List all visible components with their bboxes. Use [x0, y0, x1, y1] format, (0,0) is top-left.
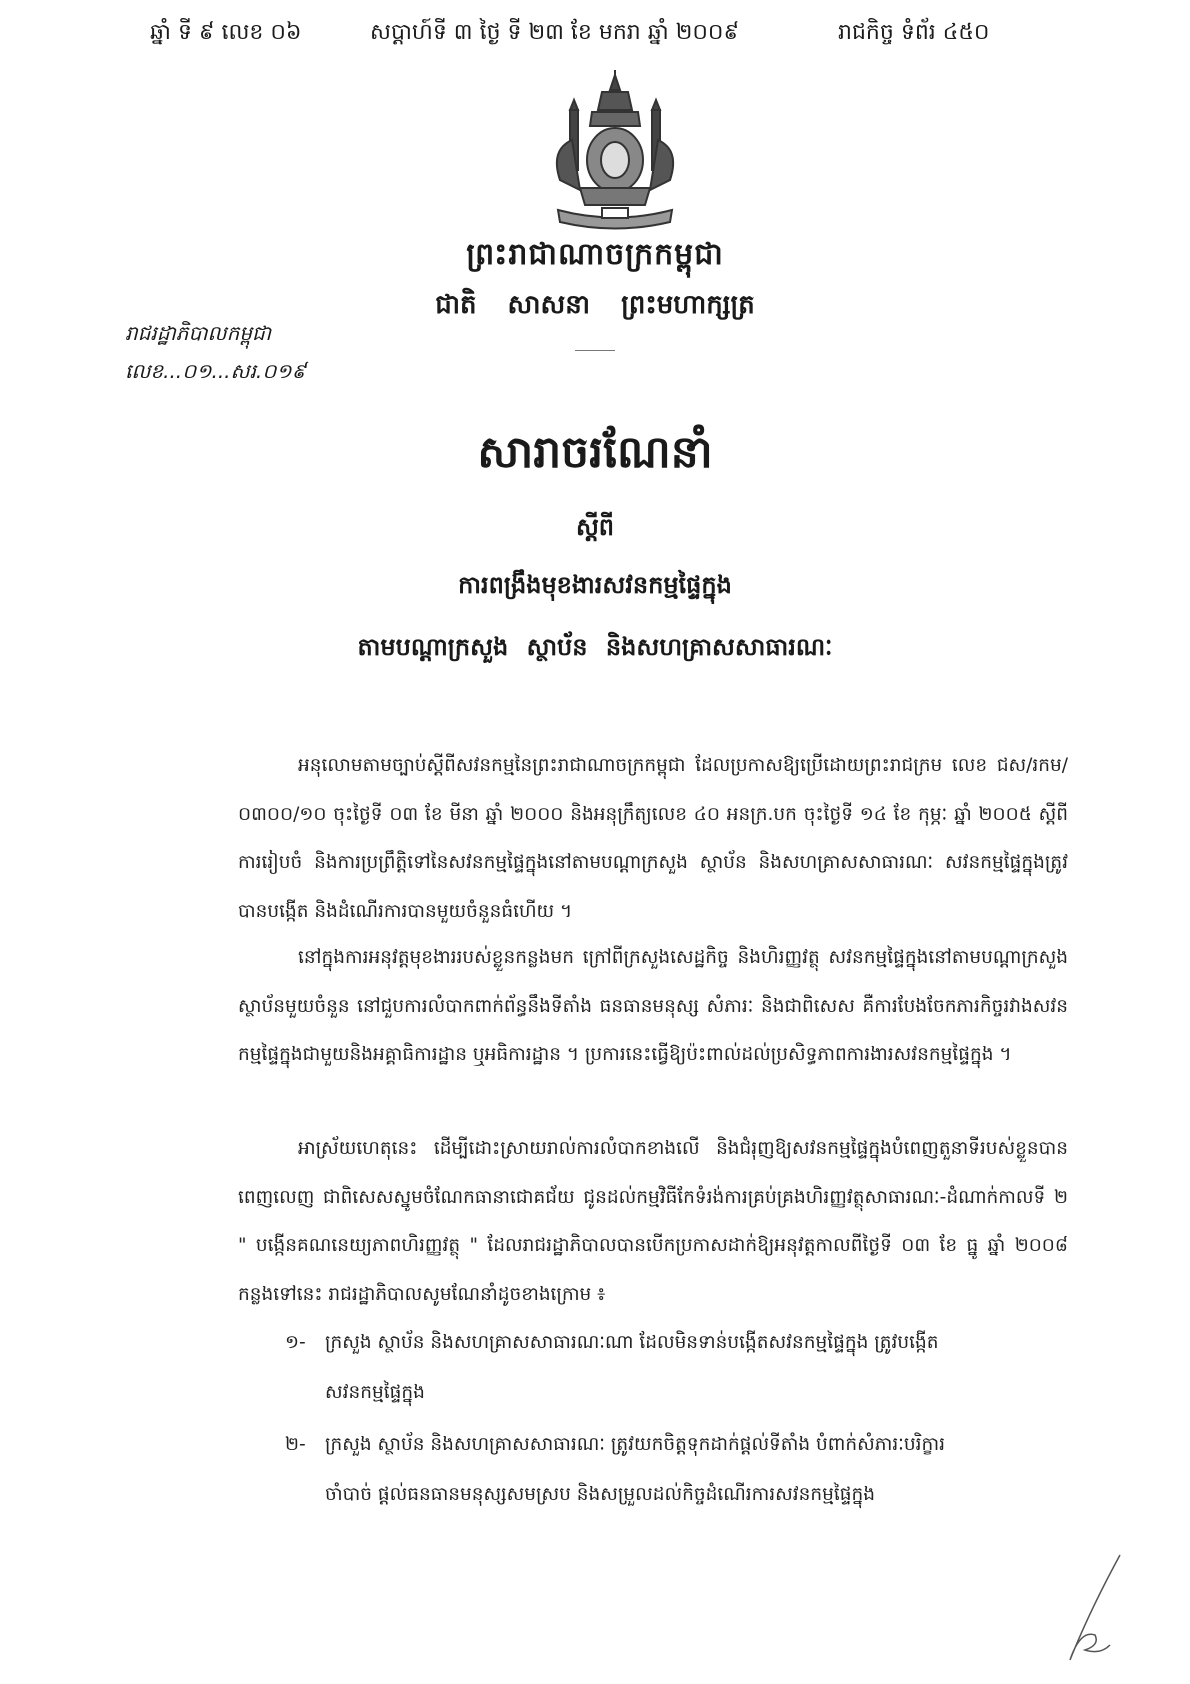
subject-line-1: ការពង្រឹងមុខងារសវនកម្មផ្ទៃក្នុង [458, 571, 732, 599]
item-number: ២- [285, 1434, 306, 1455]
gazette-date: សប្តាហ៍ទី ៣ ថ្ងៃ ទី ២៣ ខែ មករា ឆ្នាំ ២០០៩ [370, 20, 740, 45]
gazette-page-number: រាជកិច្ច ទំព័រ ៤៥០ [838, 20, 990, 45]
subject-line-2: តាមបណ្តាក្រសួង ស្ថាប័ន និងសហគ្រាសសាធារណៈ [357, 633, 833, 661]
paragraph-2 [238, 934, 1068, 1080]
national-motto: ជាតិ សាសនា ព្រះមហាក្សត្រ [435, 290, 755, 320]
list-item [285, 1420, 1070, 1520]
paragraph-1 [238, 742, 1068, 936]
about-label: ស្តីពី [575, 513, 615, 541]
paragraph-2-text: នៅក្នុងការអនុវត្តមុខងាររបស់ខ្លួនកន្លងមក ក្រៅពីក្រសួងសេដ្ឋកិច្ច និងហិរញ្ញវត្ថុ សវនកម្មផ្ទៃក្នុងនៅតាមបណ្តាក្រសួងស្ថាប័នមួយចំនួន នៅជួបការលំបាកពាក់ព័ន្ធនឹងទីតាំង ធនធានមនុស្ស សំភារៈ និងជាពិសេស គឺការបែងចែកភារកិច្ចរវាងសវនកម្មផ្ទៃក្នុងជាមួយនិងអគ្គាធិការដ្ឋាន ឬអធិការដ្ឋាន ។ ប្រការនេះធ្វើឱ្យប៉ះពាល់ដល់ប្រសិទ្ធភាពការងារសវនកម្មផ្ទៃក្នុង ។ [238, 947, 1068, 1065]
item-number: ១- [285, 1332, 306, 1353]
item-text: ក្រសួង ស្ថាប័ន និងសហគ្រាសសាធារណៈណា ដែលមិនទាន់បង្កើតសវនកម្មផ្ទៃក្នុង ត្រូវបង្កើត [325, 1332, 939, 1353]
item-continuation: សវនកម្មផ្ទៃក្នុង [325, 1382, 425, 1403]
reference-number: លេខ...០១...សរ.០១៩ [125, 359, 306, 383]
document-title: សារាចរណែនាំ [477, 427, 713, 478]
item-text: ក្រសួង ស្ថាប័ន និងសហគ្រាសសាធារណៈ ត្រូវយកចិត្តទុកដាក់ផ្តល់ទីតាំង បំពាក់សំភារៈបរិក្ខារ [325, 1434, 945, 1455]
issuing-government: រាជរដ្ឋាភិបាលកម្ពុជា [125, 321, 271, 345]
paragraph-3 [238, 1125, 1068, 1319]
initials-signature [1050, 1550, 1140, 1670]
royal-arms-emblem [540, 70, 690, 240]
list-item [285, 1318, 1070, 1418]
item-continuation: ចាំបាច់ ផ្តល់ធនធានមនុស្សសមស្រប និងសម្រួលដល់កិច្ចដំណើរការសវនកម្មផ្ទៃក្នុង [325, 1484, 875, 1505]
ornament-divider [575, 350, 615, 351]
paragraph-1-text: អនុលោមតាមច្បាប់ស្តីពីសវនកម្មនៃព្រះរាជាណាចក្រកម្ពុជា ដែលប្រកាសឱ្យប្រើដោយព្រះរាជក្រម លេខ ជស/រកម/០៣០០/១០ ចុះថ្ងៃទី ០៣ ខែ មីនា ឆ្នាំ ២០០០ និងអនុក្រឹត្យលេខ ៤០ អនក្រ.បក ចុះថ្ងៃទី ១៤ ខែ កុម្ភៈ ឆ្នាំ ២០០៥ ស្តីពីការរៀបចំ និងការប្រព្រឹត្តិទៅនៃសវនកម្មផ្ទៃក្នុងនៅតាមបណ្តាក្រសួង ស្ថាប័ន និងសហគ្រាសសាធារណៈ សវនកម្មផ្ទៃក្នុងត្រូវបានបង្កើត និងដំណើរការបានមួយចំនួនធំហើយ ។ [238, 755, 1068, 922]
kingdom-name: ព្រះរាជាណាចក្រកម្ពុជា [466, 237, 724, 272]
gazette-year-issue: ឆ្នាំ ទី ៩ លេខ ០៦ [150, 20, 302, 45]
paragraph-3-text: អាស្រ័យហេតុនេះ ដើម្បីដោះស្រាយរាល់ការលំបាកខាងលើ និងជំរុញឱ្យសវនកម្មផ្ទៃក្នុងបំពេញតួនាទីរបស់ខ្លួនបានពេញលេញ ជាពិសេសស្នូមចំណែកធានាជោគជ័យ ជូនដល់កម្មវិធីកែទំរង់ការគ្រប់គ្រងហិរញ្ញវត្ថុសាធារណៈ-ដំណាក់កាលទី ២ " បង្កើនគណនេយ្យភាពហិរញ្ញវត្ថុ " ដែលរាជរដ្ឋាភិបាលបានបើកប្រកាសដាក់ឱ្យអនុវត្តកាលពីថ្ងៃទី ០៣ ខែ ធ្នូ ឆ្នាំ ២០០៨ កន្លងទៅនេះ រាជរដ្ឋាភិបាលសូមណែនាំដូចខាងក្រោម ៖ [238, 1138, 1068, 1305]
